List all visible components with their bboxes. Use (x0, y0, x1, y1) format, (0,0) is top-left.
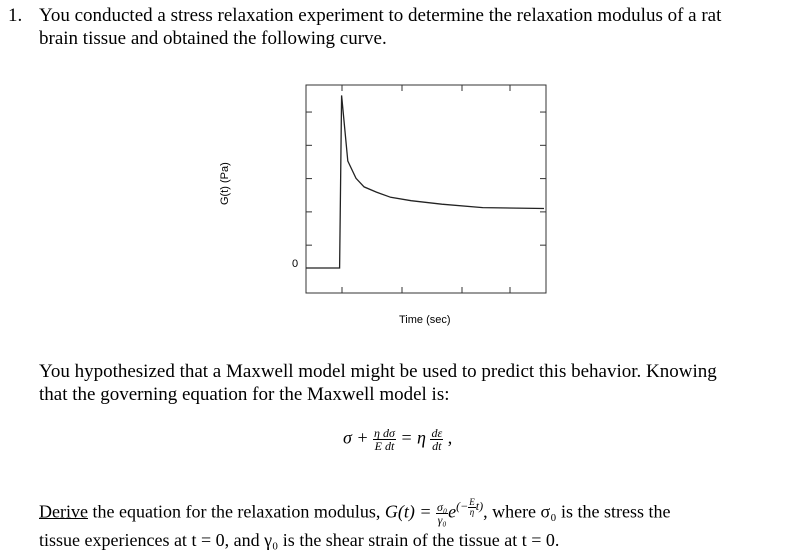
derive-e: e (448, 501, 457, 522)
eq-comma: , (447, 427, 453, 448)
hypothesis-line1: You hypothesized that a Maxwell model might be used to predict this behavior. Knowing (39, 361, 717, 382)
derive-line2: tissue experiences at t = 0, and γ₀ is the shear strain of the tissue at t = 0. (39, 530, 560, 550)
maxwell-equation (343, 427, 452, 452)
derive-sigma-over-gamma: $\frac{\text{σ₀}}{\text{γ₀}}$ (437, 499, 448, 527)
question-text-line1: You conducted a stress relaxation experiment to determine the relaxation modulus of a rat (39, 5, 722, 26)
question-number: 1. (8, 5, 23, 26)
derive-word: Derive (39, 501, 88, 522)
derive-exponent: (− E η t) (456, 497, 484, 517)
eq-equals-eta: = η (400, 427, 426, 448)
derive-text1: the equation for the relaxation modulus, (92, 501, 381, 522)
relaxation-chart (300, 80, 560, 298)
eq-fraction-1: $\frac{\text{η dσ}}{\text{E dt}}$ (374, 426, 395, 453)
question-text-line2: brain tissue and obtained the following curve. (39, 28, 387, 49)
derive-line1 (39, 498, 671, 526)
x-axis-label: Time (sec) (399, 314, 451, 326)
derive-gt: G(t) = (384, 501, 432, 522)
relaxation-curve (306, 95, 544, 268)
hypothesis-line2: that the governing equation for the Maxwell model is: (39, 384, 450, 405)
zero-tick-label: 0 (292, 258, 299, 270)
y-axis-label: G(t) (Pa) (219, 162, 231, 205)
eq-sigma: σ + (343, 427, 369, 448)
derive-text2: , where σ₀ is the stress the (483, 501, 671, 522)
eq-fraction-2: $\frac{d\varepsilon}{dt}$ (431, 426, 443, 453)
